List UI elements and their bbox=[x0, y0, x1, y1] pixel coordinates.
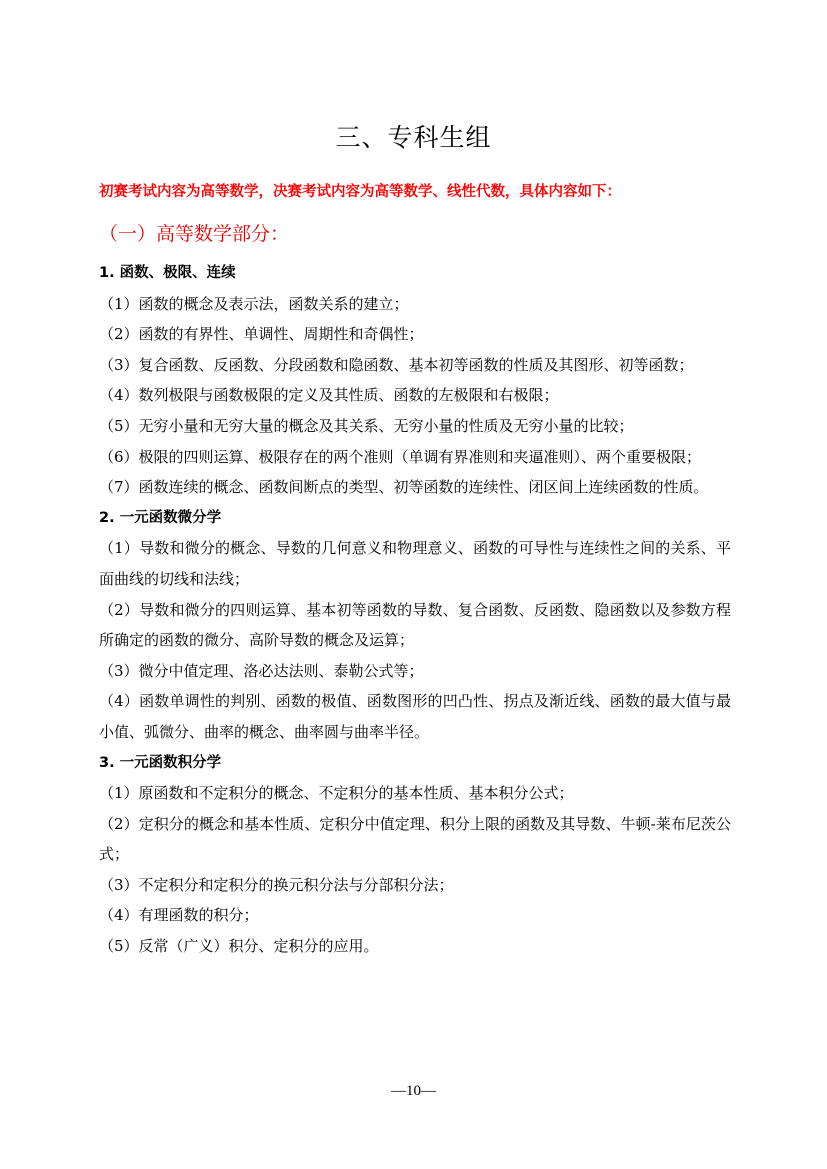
list-item: （4）数列极限与函数极限的定义及其性质、函数的左极限和右极限； bbox=[99, 386, 559, 405]
list-item: （4）函数单调性的判别、函数的极值、函数图形的凹凸性、拐点及渐近线、函数的最大值与最小值、弧微分、曲率的概念、曲率圆与曲率半径。 bbox=[99, 692, 731, 741]
list-item: （7）函数连续的概念、函数间断点的类型、初等函数的连续性、闭区间上连续函数的性质。 bbox=[99, 478, 709, 497]
section-title: 2. 一元函数微分学 bbox=[99, 509, 222, 526]
list-item: （2）函数的有界性、单调性、周期性和奇偶性； bbox=[99, 325, 424, 344]
section-title: 1. 函数、极限、连续 bbox=[99, 265, 236, 281]
part-heading: （一）高等数学部分： bbox=[99, 223, 290, 245]
list-item: （2）导数和微分的四则运算、基本初等函数的导数、复合函数、反函数、隐函数以及参数方程所确定的函数的微分、高阶导数的概念及运算； bbox=[99, 600, 731, 650]
section-differential-calculus bbox=[99, 503, 731, 748]
list-item: （3）复合函数、反函数、分段函数和隐函数、基本初等函数的性质及其图形、初等函数； bbox=[99, 355, 694, 374]
list-item: （6）极限的四则运算、极限存在的两个准则（单调有界准则和夹逼准则）、两个重要极限； bbox=[99, 447, 702, 466]
syllabus-content bbox=[99, 258, 731, 962]
list-item: （5）反常（广义）积分、定积分的应用。 bbox=[99, 937, 379, 956]
list-item: （1）原函数和不定积分的概念、不定积分的基本性质、基本积分公式； bbox=[99, 784, 574, 803]
section-functions-limits bbox=[99, 258, 731, 503]
list-item: （5）无穷小量和无穷大量的概念及其关系、无穷小量的性质及无穷小量的比较； bbox=[99, 416, 634, 435]
section-integral-calculus bbox=[99, 748, 731, 962]
page-title: 三、专科生组 bbox=[335, 123, 492, 152]
list-item: （3）微分中值定理、洛必达法则、泰勒公式等； bbox=[99, 661, 424, 680]
list-item: （1）导数和微分的概念、导数的几何意义和物理意义、函数的可导性与连续性之间的关系、平面曲线的切线和法线； bbox=[99, 539, 731, 588]
page-number: —10— bbox=[391, 1083, 436, 1099]
section-title: 3. 一元函数积分学 bbox=[99, 754, 222, 771]
list-item: （2）定积分的概念和基本性质、定积分中值定理、积分上限的函数及其导数、牛顿-莱布尼茨公式； bbox=[99, 814, 731, 864]
list-item: （1）函数的概念及表示法，函数关系的建立； bbox=[99, 294, 409, 313]
list-item: （3）不定积分和定积分的换元积分法与分部积分法； bbox=[99, 875, 454, 894]
list-item: （4）有理函数的积分； bbox=[99, 906, 259, 925]
intro-note: 初赛考试内容为高等数学，决赛考试内容为高等数学、线性代数，具体内容如下： bbox=[99, 183, 621, 200]
